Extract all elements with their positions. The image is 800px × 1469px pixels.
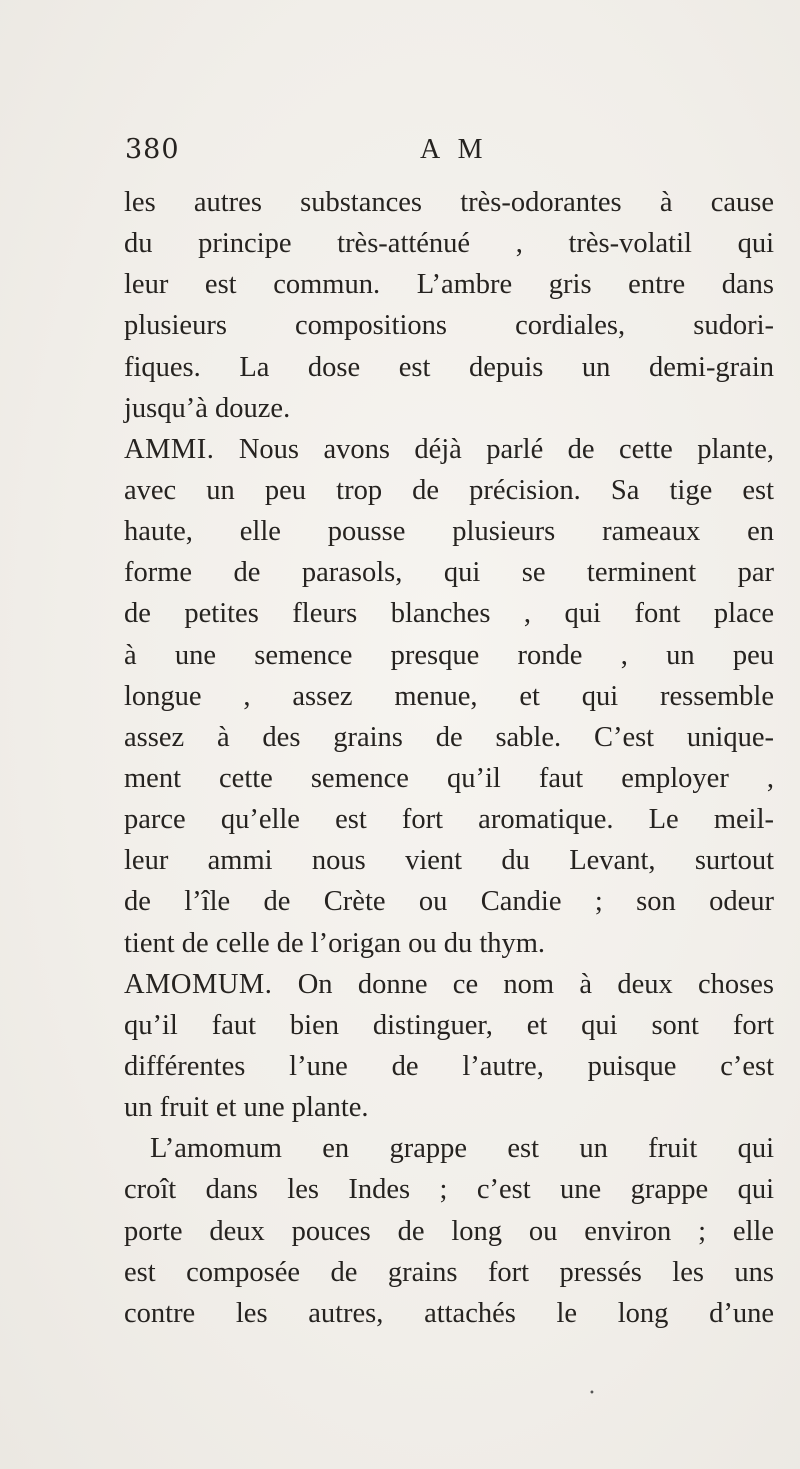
entry-ammi-first-line bbox=[124, 429, 774, 470]
text-line: contre les autres, attachés le long d’une bbox=[124, 1297, 774, 1329]
text-line: ment cette semence qu’il faut employer , bbox=[124, 762, 774, 794]
page-number: 380 bbox=[125, 134, 180, 165]
text-line: de petites fleurs blanches , qui font place bbox=[124, 598, 774, 630]
text-line: porte deux pouces de long ou environ ; elle bbox=[124, 1215, 774, 1247]
text-line: différentes l’une de l’autre, puisque c’est bbox=[124, 1050, 774, 1082]
text-line: avec un peu trop de précision. Sa tige est bbox=[124, 474, 774, 506]
text-line: à une semence presque ronde , un peu bbox=[124, 639, 774, 671]
text-line: fiques. La dose est depuis un demi-grain bbox=[124, 351, 774, 383]
text-line: forme de parasols, qui se terminent par bbox=[124, 557, 774, 589]
headword-amomum: AMOMUM. bbox=[124, 968, 273, 1000]
text-line: L’amomum en grappe est un fruit qui bbox=[150, 1133, 774, 1165]
text-line: assez à des grains de sable. C’est unique- bbox=[124, 721, 774, 753]
text-line: de l’île de Crète ou Candie ; son odeur bbox=[124, 886, 774, 918]
body-text bbox=[124, 182, 774, 1334]
text-line: plusieurs compositions cordiales, sudori- bbox=[124, 310, 774, 342]
text-line: tient de celle de l’origan ou du thym. bbox=[124, 927, 546, 959]
text-line: est composée de grains fort pressés les uns bbox=[124, 1256, 774, 1288]
running-head: A M bbox=[420, 134, 489, 165]
text-line: un fruit et une plante. bbox=[124, 1092, 369, 1124]
page-header bbox=[125, 134, 765, 178]
text-line: leur ammi nous vient du Levant, surtout bbox=[124, 845, 774, 877]
text-line: croît dans les Indes ; c’est une grappe qui bbox=[124, 1174, 774, 1206]
text-line: jusqu’à douze. bbox=[124, 392, 291, 424]
headword-ammi: AMMI. bbox=[124, 433, 215, 465]
ornament-dot: • bbox=[589, 1388, 595, 1399]
text-line: longue , assez menue, et qui ressemble bbox=[124, 680, 774, 712]
text-line: Nous avons déjà parlé de cette plante, bbox=[238, 433, 774, 465]
text-line: du principe très-atténué , très-volatil qui bbox=[124, 228, 774, 260]
entry-amomum-first-line bbox=[124, 964, 774, 1005]
text-line: qu’il faut bien distinguer, et qui sont fort bbox=[124, 1009, 774, 1041]
text-line: parce qu’elle est fort aromatique. Le meil- bbox=[124, 804, 774, 836]
text-line: haute, elle pousse plusieurs rameaux en bbox=[124, 516, 774, 548]
text-line: les autres substances très-odorantes à cause bbox=[124, 187, 774, 218]
text-line: On donne ce nom à deux choses bbox=[297, 968, 775, 1000]
text-line: leur est commun. L’ambre gris entre dans bbox=[124, 269, 774, 301]
